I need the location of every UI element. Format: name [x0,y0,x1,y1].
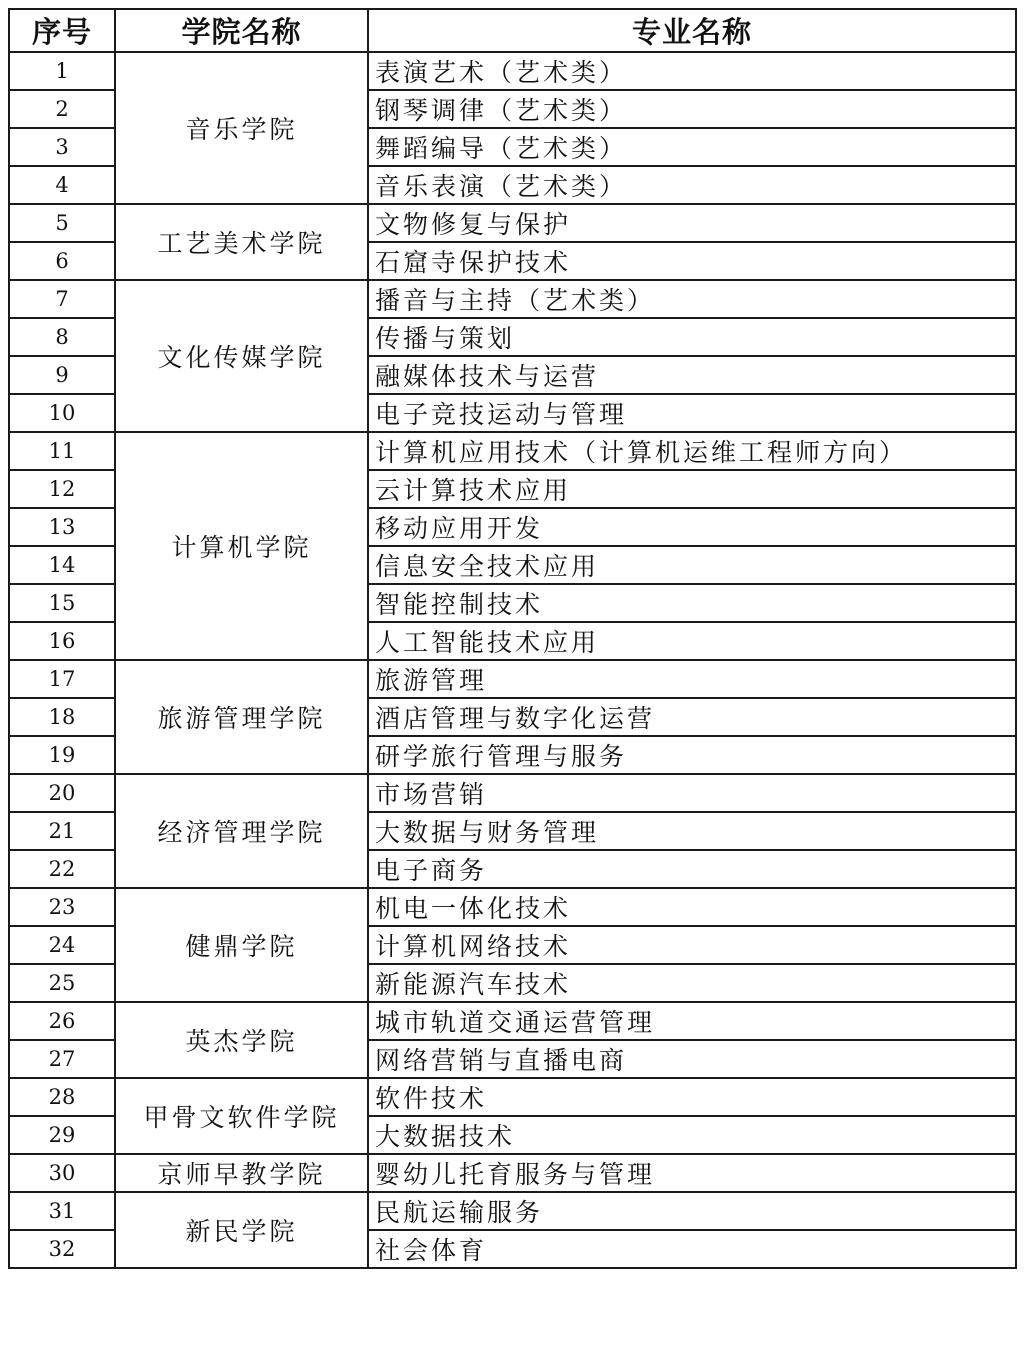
row-index: 13 [9,508,115,546]
major-name: 文物修复与保护 [368,204,1016,242]
header-index: 序号 [9,9,115,52]
header-college: 学院名称 [115,9,368,52]
major-name: 钢琴调律（艺术类） [368,90,1016,128]
row-index: 21 [9,812,115,850]
college-name: 计算机学院 [115,432,368,660]
major-name: 社会体育 [368,1230,1016,1268]
major-name: 融媒体技术与运营 [368,356,1016,394]
row-index: 28 [9,1078,115,1116]
major-name: 酒店管理与数字化运营 [368,698,1016,736]
row-index: 25 [9,964,115,1002]
major-name: 表演艺术（艺术类） [368,52,1016,90]
row-index: 24 [9,926,115,964]
row-index: 14 [9,546,115,584]
major-name: 研学旅行管理与服务 [368,736,1016,774]
table-row [9,1192,1016,1230]
row-index: 26 [9,1002,115,1040]
row-index: 8 [9,318,115,356]
major-name: 播音与主持（艺术类） [368,280,1016,318]
major-name: 电子商务 [368,850,1016,888]
row-index: 7 [9,280,115,318]
row-index: 27 [9,1040,115,1078]
college-name: 文化传媒学院 [115,280,368,432]
major-name: 新能源汽车技术 [368,964,1016,1002]
table-row [9,888,1016,926]
major-name: 人工智能技术应用 [368,622,1016,660]
major-name: 云计算技术应用 [368,470,1016,508]
table-header [9,9,1016,52]
row-index: 17 [9,660,115,698]
table-row [9,52,1016,90]
college-name: 工艺美术学院 [115,204,368,280]
row-index: 30 [9,1154,115,1192]
college-name: 京师早教学院 [115,1154,368,1192]
table-row [9,774,1016,812]
table-body [9,52,1016,1268]
major-name: 软件技术 [368,1078,1016,1116]
major-name: 网络营销与直播电商 [368,1040,1016,1078]
row-index: 19 [9,736,115,774]
row-index: 10 [9,394,115,432]
major-name: 电子竞技运动与管理 [368,394,1016,432]
row-index: 1 [9,52,115,90]
major-name: 舞蹈编导（艺术类） [368,128,1016,166]
college-name: 音乐学院 [115,52,368,204]
table-row [9,660,1016,698]
majors-table [8,8,1017,1269]
major-name: 机电一体化技术 [368,888,1016,926]
major-name: 石窟寺保护技术 [368,242,1016,280]
row-index: 16 [9,622,115,660]
table-row [9,432,1016,470]
row-index: 11 [9,432,115,470]
table-row [9,280,1016,318]
major-name: 旅游管理 [368,660,1016,698]
major-name: 传播与策划 [368,318,1016,356]
major-name: 计算机应用技术（计算机运维工程师方向） [368,432,1016,470]
row-index: 5 [9,204,115,242]
college-name: 健鼎学院 [115,888,368,1002]
row-index: 31 [9,1192,115,1230]
row-index: 29 [9,1116,115,1154]
major-name: 智能控制技术 [368,584,1016,622]
college-name: 旅游管理学院 [115,660,368,774]
row-index: 18 [9,698,115,736]
major-name: 城市轨道交通运营管理 [368,1002,1016,1040]
row-index: 9 [9,356,115,394]
table-row [9,204,1016,242]
college-name: 经济管理学院 [115,774,368,888]
row-index: 12 [9,470,115,508]
header-major: 专业名称 [368,9,1016,52]
college-name: 新民学院 [115,1192,368,1268]
college-name: 英杰学院 [115,1002,368,1078]
row-index: 22 [9,850,115,888]
row-index: 2 [9,90,115,128]
row-index: 32 [9,1230,115,1268]
row-index: 6 [9,242,115,280]
row-index: 23 [9,888,115,926]
row-index: 3 [9,128,115,166]
major-name: 民航运输服务 [368,1192,1016,1230]
major-name: 婴幼儿托育服务与管理 [368,1154,1016,1192]
college-name: 甲骨文软件学院 [115,1078,368,1154]
row-index: 20 [9,774,115,812]
major-name: 大数据与财务管理 [368,812,1016,850]
table-row [9,1002,1016,1040]
major-name: 信息安全技术应用 [368,546,1016,584]
major-name: 市场营销 [368,774,1016,812]
major-name: 大数据技术 [368,1116,1016,1154]
major-name: 计算机网络技术 [368,926,1016,964]
major-name: 移动应用开发 [368,508,1016,546]
table-row [9,1154,1016,1192]
major-name: 音乐表演（艺术类） [368,166,1016,204]
table-row [9,1078,1016,1116]
row-index: 15 [9,584,115,622]
header-row [9,9,1016,52]
row-index: 4 [9,166,115,204]
